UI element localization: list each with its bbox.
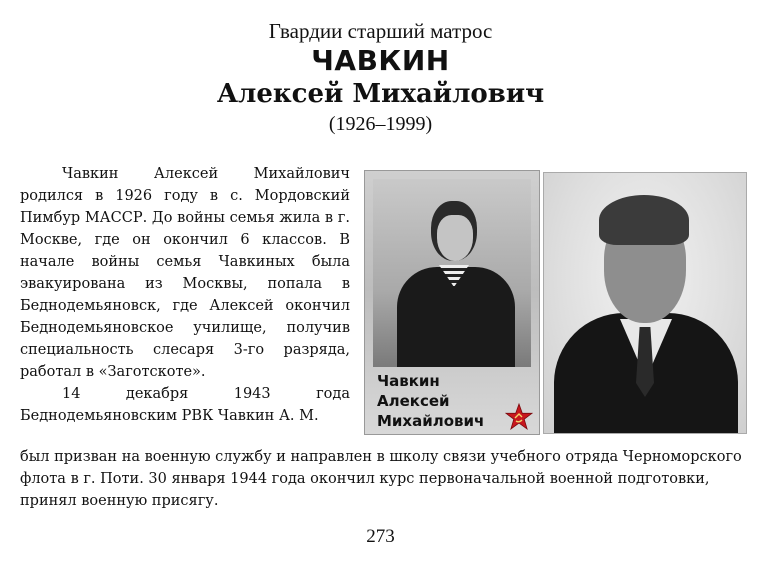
caption-line-2: Алексей [377,392,450,410]
caption-line-3: Михайлович [377,412,485,430]
rank-title: Гвардии старший матрос [268,19,493,43]
body-text-left [20,163,350,427]
portrait-hair [599,195,689,245]
portrait-photo [543,172,747,434]
paragraph-2-start: 14 декабря 1943 года Беднодемьяновским РВК Чавкин А. М. [20,386,350,424]
sailor-photo [364,170,540,435]
paragraph-2-continued: был призван на военную службу и направлен в школу связи учебного отряда Черноморского флота в г. Поти. 30 января 1944 года окончил курс первоначальной военной подготовки, принял военную присягу. [20,449,742,509]
life-years: (1926–1999) [328,113,433,135]
article-header [0,18,761,136]
sailor-photo-image [373,179,531,367]
body-text-full [20,446,750,512]
photo-caption [377,371,507,431]
caption-line-1: Чавкин [377,372,440,390]
red-star-icon [505,403,533,431]
surname-title: ЧАВКИН [311,44,450,77]
full-name-title: Алексей Михайлович [216,79,545,109]
sailor-face [437,215,473,261]
paragraph-1: Чавкин Алексей Михайлович родился в 1926 году в с. Мордовский Пимбур МАССР. До войны семья жила в г. Москве, где он окончил 6 классов. В начале войны семья Чавкиных была эвакуирована из Москвы, попала в Беднодемьяновск, где Алексей окончил Беднодемьяновское училище, получив специальность слесаря 3-го разряда, работал в «Заготскоте». [20,166,350,380]
page-number: 273 [366,526,395,547]
